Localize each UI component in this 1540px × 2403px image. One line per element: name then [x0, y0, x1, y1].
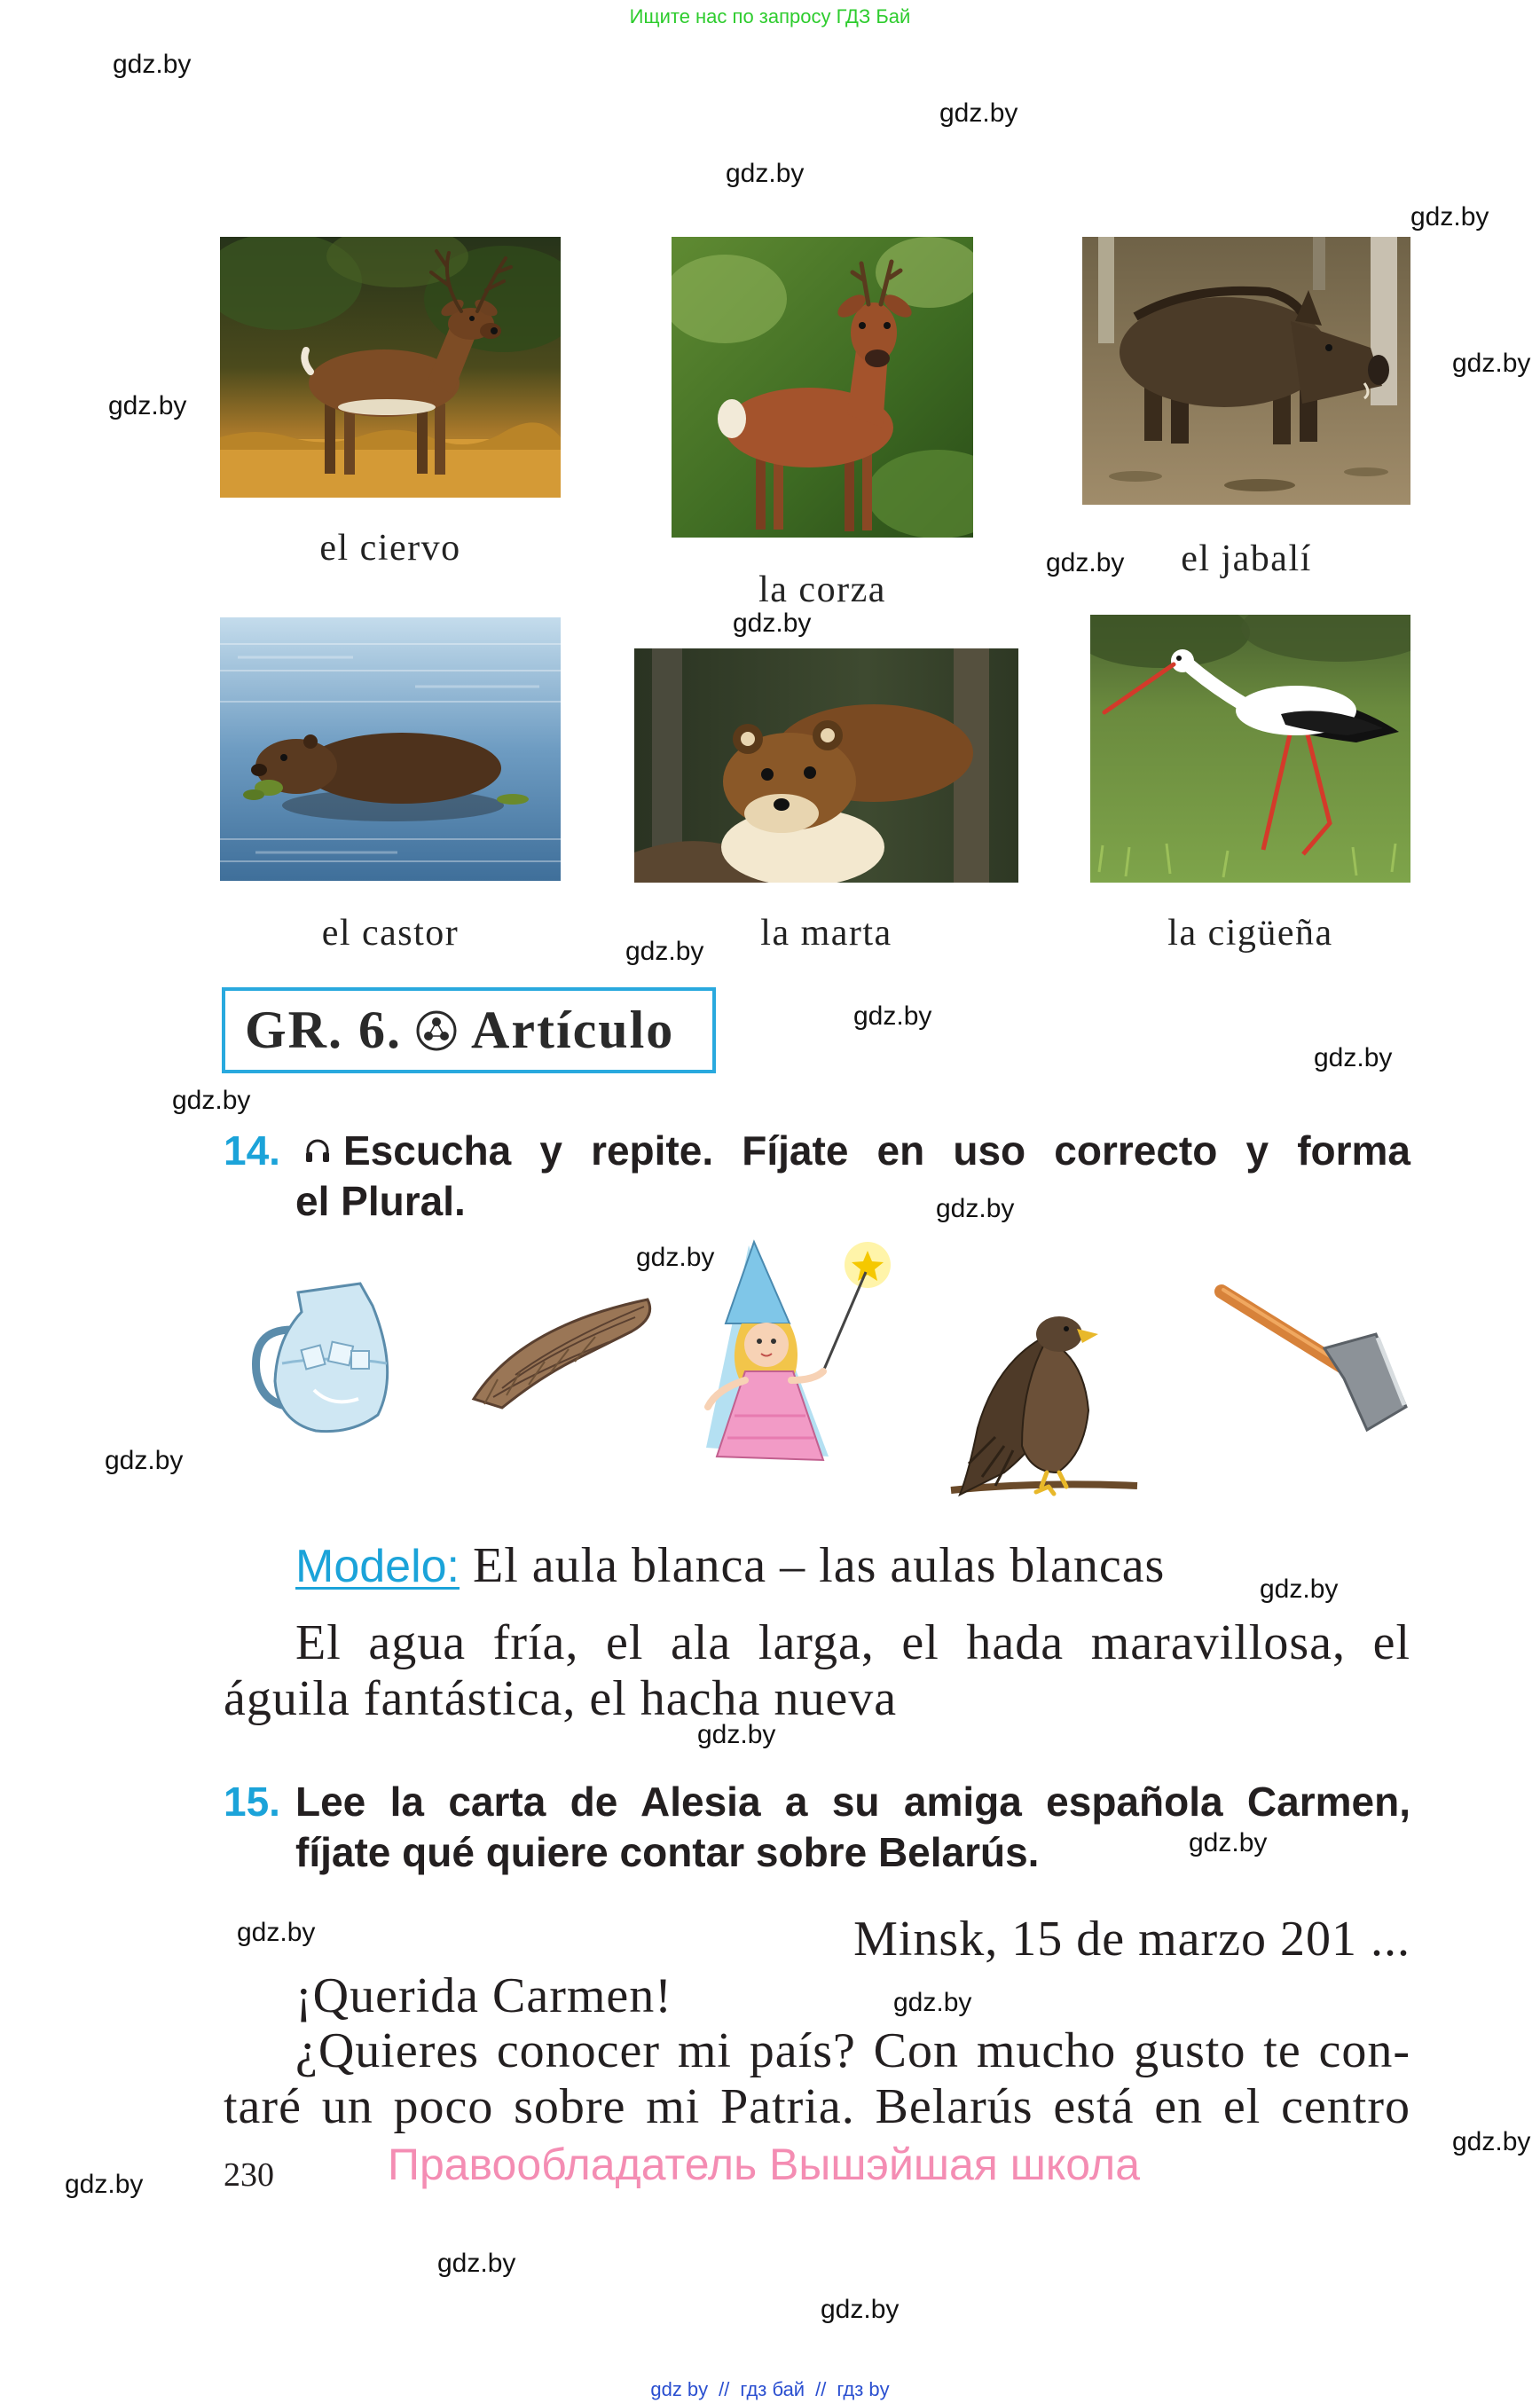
water-jug-illustration [243, 1266, 404, 1438]
photo-caption: el castor [321, 913, 460, 954]
watermark-text: gdz.by [437, 2249, 516, 2278]
watermark-text: gdz.by [821, 2295, 900, 2324]
stork-photo [1090, 615, 1410, 883]
watermark-text: gdz.by [1046, 548, 1125, 577]
watermark-text: gdz.by [939, 98, 1018, 128]
wild-boar-photo [1082, 237, 1410, 505]
roe-deer-photo [672, 237, 973, 538]
watermark-text: gdz.by [636, 1243, 715, 1272]
eagle-illustration [942, 1304, 1147, 1506]
watermark-text: gdz.by [105, 1446, 184, 1475]
grammar-section-label: GR. 6. [245, 1001, 402, 1059]
fairy-illustration [690, 1238, 908, 1471]
beaver-photo [220, 617, 561, 881]
page-number: 230 [224, 2156, 274, 2194]
footer-item: gdz by [650, 2378, 709, 2400]
marten-photo [634, 648, 1018, 883]
watermark-text: gdz.by [697, 1720, 776, 1749]
deer-photo [220, 237, 561, 498]
watermark-text: gdz.by [1260, 1575, 1339, 1604]
top-notice: Ищите нас по запросу ГДЗ Бай [629, 5, 911, 27]
footer-item: гдз by [837, 2378, 890, 2400]
exercise-instruction: el Plural. [295, 1178, 466, 1224]
watermark-text: gdz.by [1452, 2127, 1531, 2156]
grammar-icon [415, 1009, 458, 1052]
photo-caption: la cigüeña [1167, 913, 1333, 954]
exercise-instruction: fíjate qué quiere contar sobre Belarús. [295, 1829, 1040, 1875]
model-text: El aula blanca – las aulas blancas [473, 1538, 1166, 1593]
watermark-text: gdz.by [853, 1001, 932, 1031]
photo-caption: la corza [758, 569, 886, 610]
exercise-number: 15. [224, 1779, 280, 1825]
photo-caption: el jabalí [1181, 538, 1312, 579]
watermark-text: gdz.by [625, 937, 704, 966]
task-text: El agua fría, el ala larga, el hada maravillosa, el [295, 1615, 1410, 1670]
letter-body-line: taré un poco sobre mi Patria. Belarús está en el centro [224, 2079, 1410, 2134]
model-label: Modelo: [295, 1541, 460, 1592]
model-example [295, 1538, 1165, 1594]
watermark-text: gdz.by [1189, 1828, 1268, 1857]
footer-separator: // [815, 2378, 827, 2400]
watermark-text: gdz.by [172, 1086, 251, 1115]
watermark-text: gdz.by [893, 1988, 972, 2017]
watermark-text: gdz.by [1314, 1043, 1393, 1072]
task-text: águila fantástica, el hacha nueva [224, 1671, 898, 1726]
exercise-instruction: Lee la carta de Alesia a su amiga española Carmen, [295, 1779, 1410, 1825]
watermark-text: gdz.by [1410, 202, 1489, 232]
exercise-number: 14. [224, 1127, 280, 1174]
footer [0, 2379, 1540, 2400]
copyright-notice: Правообладатель Вышэйшая школа [388, 2140, 1140, 2189]
photo-caption: el ciervo [319, 528, 461, 569]
letter-place-date: Minsk, 15 de marzo 201 ... [853, 1912, 1410, 1967]
exercise-instruction: Escucha y repite. Fíjate en uso correcto y forma [343, 1127, 1410, 1174]
footer-separator: // [719, 2378, 730, 2400]
watermark-text: gdz.by [108, 391, 187, 420]
wing-illustration [467, 1291, 659, 1412]
letter-greeting: ¡Querida Carmen! [295, 1968, 672, 2023]
grammar-section-box [222, 987, 716, 1073]
watermark-text: gdz.by [936, 1194, 1015, 1223]
watermark-text: gdz.by [65, 2170, 144, 2199]
watermark-text: gdz.by [113, 50, 192, 79]
watermark-text: gdz.by [726, 159, 805, 188]
watermark-text: gdz.by [733, 609, 812, 638]
letter-body-line: ¿Quieres conocer mi país? Con mucho gusto te con- [295, 2023, 1410, 2078]
watermark-text: gdz.by [1452, 349, 1531, 378]
axe-illustration [1211, 1274, 1410, 1432]
headphones-icon [303, 1136, 332, 1165]
grammar-section-title: Artículo [471, 1001, 675, 1059]
footer-item: гдз бай [740, 2378, 805, 2400]
watermark-text: gdz.by [237, 1918, 316, 1947]
photo-caption: la marta [760, 913, 892, 954]
